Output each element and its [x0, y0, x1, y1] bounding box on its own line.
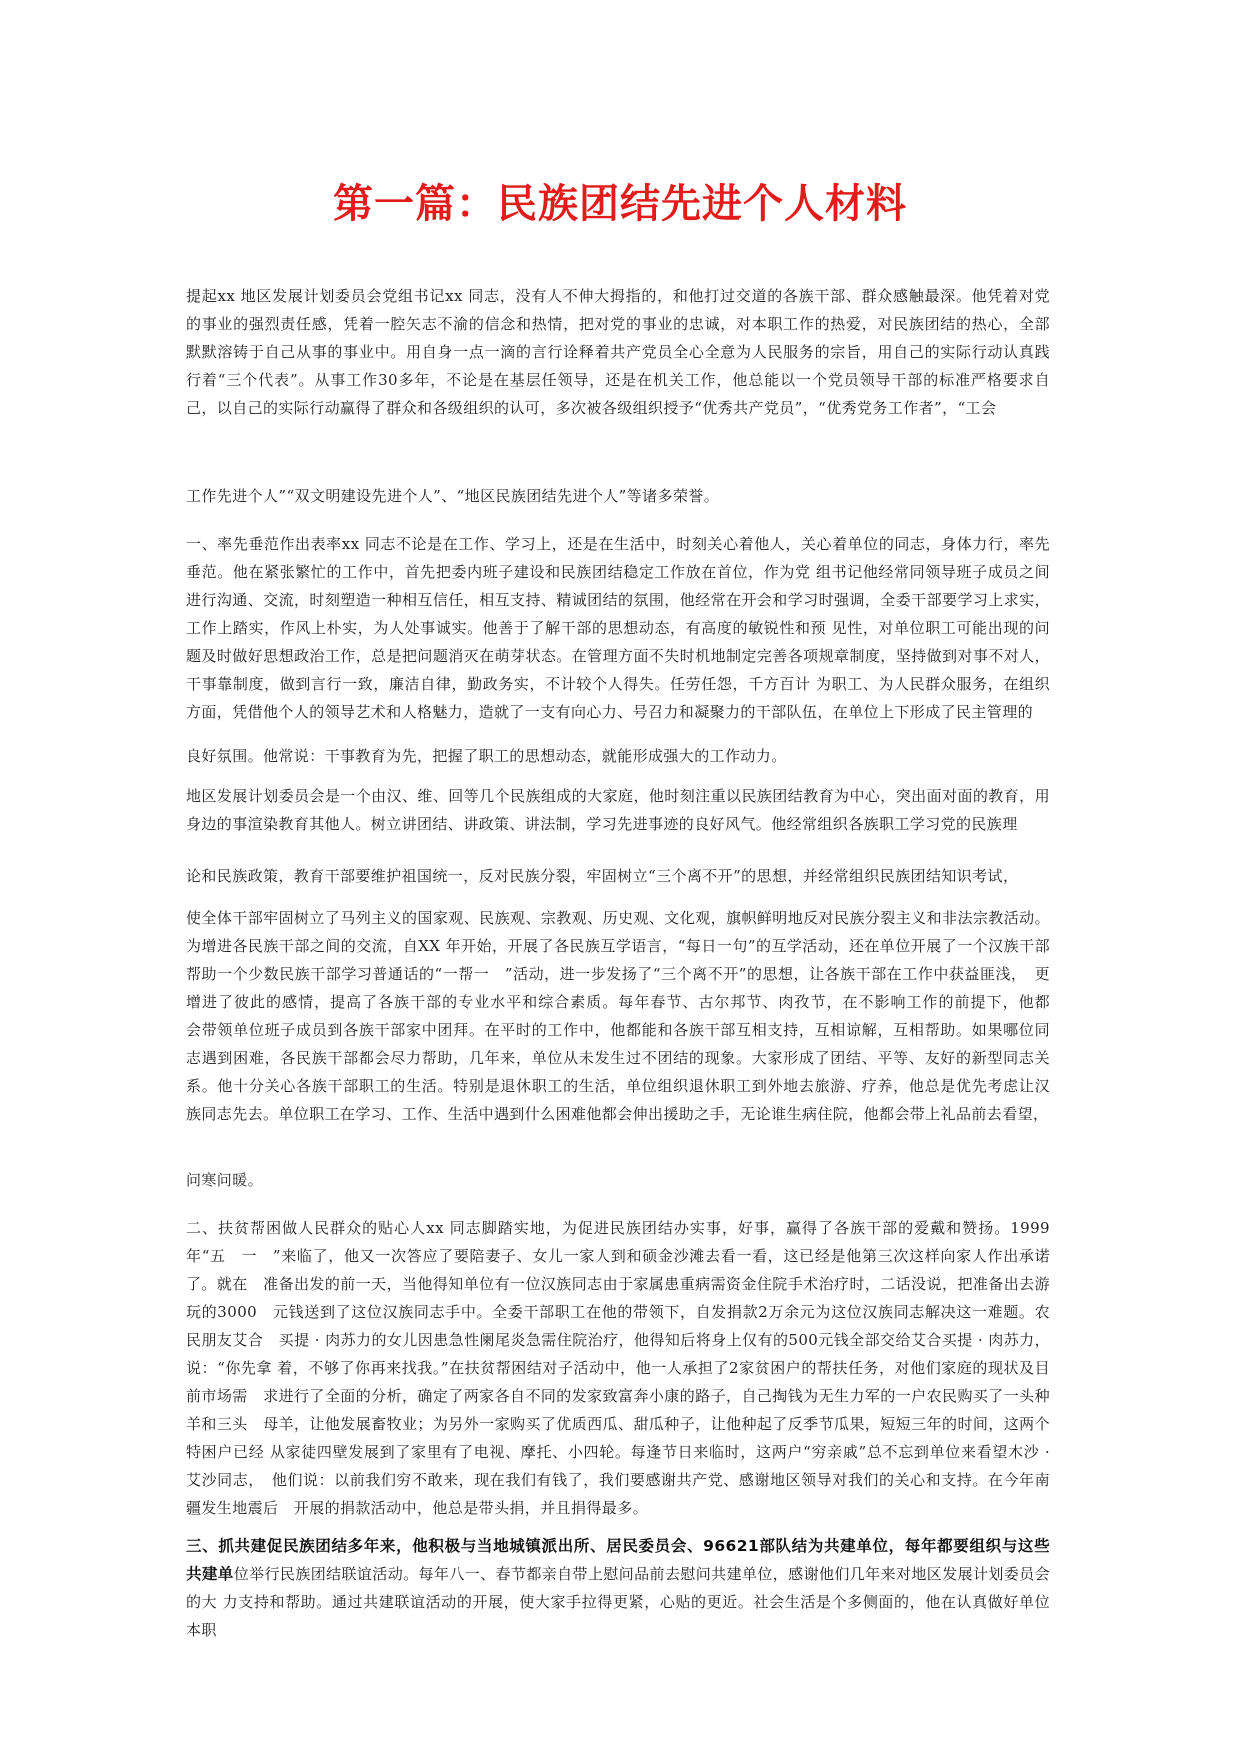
paragraph-section-two: 二、扶贫帮困做人民群众的贴心人xx 同志脚踏实地，为促进民族团结办实事，好事，赢得了各族干部的爱戴和赞扬。1999年“五 一 ”来临了，他又一次答应了要陪妻子、女儿一家人到和硕金沙滩去看一看，这已经是他第三次这样向家人作出承诺了。就在 准备出发的前一天，当他得知单位有一位汉族同志由于家属患重病需资金住院手术治疗时，二话没说，把准备出去游玩的3000 元钱送到了这位汉族同志手中。全委干部职工在他的带领下，自发捐款2万余元为这位汉族同志解决这一难题。农民朋友艾合 买提 · 肉苏力的女儿因患急性阑尾炎急需住院治疗，他得知后将身上仅有的500元钱全部交给艾合买提 · 肉苏力，说：“你先拿 着，不够了你再来找我。”在扶贫帮困结对子活动中，他一人承担了2家贫困户的帮扶任务，对他们家庭的现状及目前市场需 求进行了全面的分析，确定了两家各自不同的发家致富奔小康的路子，自己掏钱为无生力军的一户农民购买了一头种羊和三头 母羊，让他发展畜牧业；为另外一家购买了优质西瓜、甜瓜种子，让他种起了反季节瓜果，短短三年的时间，这两个特困户已经 从家徒四壁发展到了家里有了电视、摩托、小四轮。每逢节日来临时，这两户“穷亲戚”总不忘到单位来看望木沙 · 艾沙同志， 他们说：以前我们穷不敢来，现在我们有钱了，我们要感谢共产党、感谢地区领导对我们的关心和支持。在今年南疆发生地震后 开展的捐款活动中，他总是带头捐，并且捐得最多。 [186, 1219, 1050, 1517]
paragraph-atmosphere: 良好氛围。他常说：干事教育为先，把握了职工的思想动态，就能形成强大的工作动力。 [186, 747, 787, 765]
document-title: 第一篇：民族团结先进个人材料 [333, 180, 907, 227]
paragraph-exchange: 使全体干部牢固树立了马列主义的国家观、民族观、宗教观、历史观、文化观，旗帜鲜明地反对民族分裂主义和非法宗教活动。为增进各民族干部之间的交流，自XX 年开始，开展了各民族互学语言，“每日一句”的互学活动，还在单位开展了一个汉族干部帮助一个少数民族干部学习普通话的“一帮一 ”活动，进一步发扬了“三个离不开”的思想，让各族干部在工作中获益匪浅， 更增进了彼此的感情，提高了各族干部的专业水平和综合素质。每年春节、古尔邦节、肉孜节，在不影响工作的前提下，他都 会带领单位班子成员到各族干部家中团拜。在平时的工作中，他都能和各族干部互相支持，互相谅解，互相帮助。如果哪位同 志遇到困难，各民族干部都会尽力帮助，几年来，单位从未发生过不团结的现象。大家形成了团结、平等、友好的新型同志关 系。他十分关心各族干部职工的生活。特别是退休职工的生活，单位组织退休职工到外地去旅游、疗养，他总是优先考虑让汉 族同志先去。单位职工在学习、工作、生活中遇到什么困难他都会伸出援助之手，无论谁生病住院，他都会带上礼品前去看望， [186, 909, 1081, 1123]
paragraph-commission: 地区发展计划委员会是一个由汉、维、回等几个民族组成的大家庭，他时刻注重以民族团结教育为中心，突出面对面的教育，用身边的事渲染教育其他人。树立讲团结、讲政策、讲法制，学习先进事迹的良好风气。他经常组织各族职工学习党的民族理 [186, 787, 1050, 833]
section-three-text: 位举行民族团结联谊活动。每年八一、春节都亲自带上慰问品前去慰问共建单位，感谢他们几年来对地区发展计划委员会的大 力支持和帮助。通过共建联谊活动的开展，使大家手拉得更紧，心贴的更近。社会生活是个多侧面的，他在认真做好单位本职 [186, 1565, 1050, 1639]
paragraph-intro: 提起xx 地区发展计划委员会党组书记xx 同志，没有人不伸大拇指的，和他打过交道的各族干部、群众感触最深。他凭着对党 的事业的强烈责任感，凭着一腔矢志不渝的信念和热情，把对党的事业的忠诚，对本职工作的热爱，对民族团结的热心，全部 默默溶铸于自己从事的事业中。用自身一点一滴的言行诠释着共产党员全心全意为人民服务的宗旨，用自己的实际行动认真践 行着“三个代表”。从事工作30多年，不论是在基层任领导，还是在机关工作，他总能以一个党员领导干部的标准严格要求自 己，以自己的实际行动赢得了群众和各级组织的认可，多次被各级组织授予“优秀共产党员”，“优秀党务工作者”，“工会 [186, 287, 1066, 417]
paragraph-honors: 工作先进个人”“双文明建设先进个人”、“地区民族团结先进个人”等诸多荣誉。 [186, 487, 720, 505]
paragraph-policy: 论和民族政策，教育干部要维护祖国统一，反对民族分裂，牢固树立“三个离不开”的思想，并经常组织民族团结知识考试， [186, 867, 1019, 885]
section-three-heading: 三、抓共建促民族团结多年来，他积极与当地城镇派出所、居民委员会、96621部队结为共建单位，每年都要组织与这些共建单 [186, 1537, 1050, 1583]
paragraph-greetings: 问寒问暖。 [186, 1171, 264, 1189]
paragraph-section-one: 一、率先垂范作出表率xx 同志不论是在工作、学习上，还是在生活中，时刻关心着他人，关心着单位的同志，身体力行，率先垂范。他在紧张繁忙的工作中，首先把委内班子建设和民族团结稳定工作放在首位，作为党 组书记他经常同领导班子成员之间进行沟通、交流，时刻塑造一种相互信任，相互支持、精诚团结的氛围，他经常在开会和学习时强调，全委干部要学习上求实，工作上踏实，作风上朴实，为人处事诚实。他善于了解干部的思想动态，有高度的敏锐性和预 见性，对单位职工可能出现的问题及时做好思想政治工作，总是把问题消灭在萌芽状态。在管理方面不失时机地制定完善各项规章制度，坚持做到对事不对人，干事靠制度，做到言行一致，廉洁自律，勤政务实，不计较个人得失。任劳任怨，千方百计 为职工、为人民群众服务，在组织方面，凭借他个人的领导艺术和人格魅力，造就了一支有向心力、号召力和凝聚力的干部队伍，在单位上下形成了民主管理的 [186, 535, 1050, 721]
paragraph-section-three [186, 1532, 1050, 1644]
